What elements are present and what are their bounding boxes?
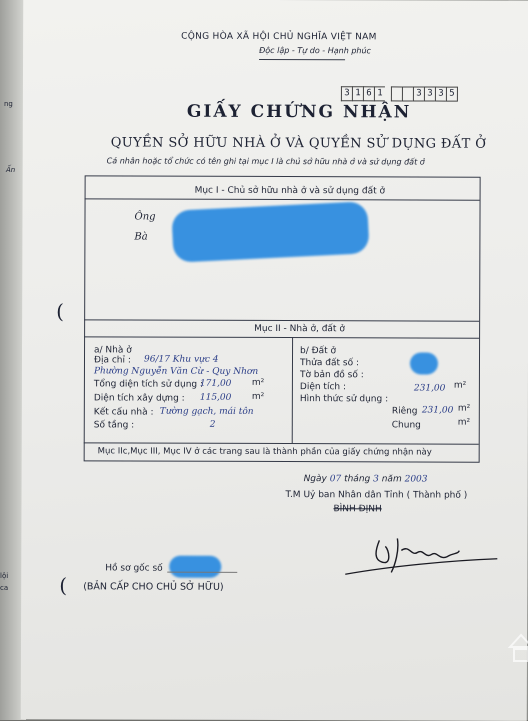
margin-text-2: Ấn: [6, 166, 16, 174]
shared-label: Chung: [391, 420, 421, 431]
footer-note: Mục IIc,Mục III, Mục IV ở các trang sau là thành phần của giấy chứng nhận này: [97, 446, 432, 458]
map-sheet-label: Tờ bản đồ số :: [299, 370, 364, 381]
serial-number-boxes: [341, 86, 458, 101]
total-area-value: 171,00: [199, 378, 232, 389]
province-name: BÌNH ĐỊNH: [333, 504, 382, 515]
day-label: Ngày: [303, 474, 327, 485]
total-area-label: Tổng diện tích sử dụng :: [93, 379, 204, 390]
structure-label: Kết cấu nhà :: [93, 407, 154, 418]
serial-digit: [402, 86, 413, 101]
built-area-value: 115,00: [199, 392, 232, 403]
file-number-label: Hồ sơ gốc số: [105, 563, 163, 574]
intro-note: Cá nhân hoặc tổ chức có tên ghi tại mục I là chủ sở hữu nhà ở và sử dụng đất ở: [106, 156, 425, 167]
month-label: tháng: [344, 474, 371, 485]
year-value: 2003: [404, 474, 428, 485]
issued-to-owner: (BẢN CẤP CHO CHỦ SỞ HỮU): [83, 581, 224, 593]
file-number-redaction: [169, 556, 221, 578]
year-label: năm: [381, 474, 402, 485]
serial-digit: 5: [446, 87, 458, 102]
margin-text-4: ca: [0, 584, 9, 592]
motto-underline: [259, 59, 345, 60]
private-area-unit: m²: [457, 403, 471, 414]
built-area-unit: m²: [251, 391, 265, 402]
margin-text-1: ng: [4, 100, 13, 108]
serial-digit: [391, 86, 402, 101]
serial-digit: 1: [352, 86, 363, 101]
owner-name-redaction: [171, 201, 369, 263]
owner-label-mr: Ông: [134, 211, 156, 223]
serial-digit: 3: [435, 87, 446, 102]
land-area-value: 231,00: [413, 383, 446, 394]
total-area-unit: m²: [251, 377, 265, 388]
punch-hole-mark-2: (: [59, 573, 68, 598]
watermark-logo-icon: [506, 625, 528, 665]
certificate-subtitle: QUYỀN SỞ HỮU NHÀ Ở VÀ QUYỀN SỬ DỤNG ĐẤT Ở: [110, 135, 487, 152]
serial-digit: 3: [413, 86, 424, 101]
serial-digit: 3: [341, 86, 352, 101]
usage-form-label: Hình thức sử dụng :: [299, 394, 389, 405]
address-value-2: Phường Nguyễn Văn Cừ - Quy Nhơn: [93, 366, 259, 377]
serial-digit: 3: [424, 87, 435, 102]
private-area-value: 231,00: [421, 405, 454, 416]
issuing-authority: T.M Uỷ ban Nhân dân Tỉnh ( Thành phố ): [285, 490, 468, 501]
land-area-label: Diện tích :: [299, 382, 347, 393]
address-value-1: 96/17 Khu vực 4: [143, 354, 219, 365]
day-value: 07: [329, 474, 342, 485]
certificate-title: GIẤY CHỨNG NHẬN: [186, 101, 412, 123]
punch-hole-mark: (: [56, 299, 65, 324]
shared-area-unit: m²: [457, 417, 471, 428]
built-area-label: Diện tích xây dựng :: [93, 393, 185, 404]
serial-digit: 1: [374, 86, 385, 101]
structure-value: Tường gạch, mái tôn: [159, 406, 254, 417]
owner-label-mrs: Bà: [134, 231, 148, 243]
land-area-unit: m²: [453, 380, 467, 391]
address-label: Địa chỉ :: [93, 355, 131, 366]
issue-date: [304, 474, 428, 484]
floors-value: 2: [209, 419, 216, 430]
house-heading: a/ Nhà ở: [94, 345, 132, 356]
section-2-heading: Mục II - Nhà ở, đất ở: [254, 323, 345, 335]
serial-digit: 6: [363, 86, 374, 101]
margin-text-3: lội: [0, 572, 9, 580]
floors-label: Số tầng :: [93, 420, 135, 431]
motto: Độc lập - Tự do - Hạnh phúc: [259, 45, 371, 56]
republic-header: CỘNG HÒA XÃ HỘI CHỦ NGHĨA VIỆT NAM: [181, 31, 377, 43]
month-value: 3: [373, 474, 379, 485]
plot-number-redaction: [410, 352, 438, 374]
official-signature: [339, 520, 499, 581]
certificate-page: [21, 0, 528, 721]
land-heading: b/ Đất ở: [300, 346, 337, 357]
private-label: Riêng: [391, 406, 418, 417]
section-1-heading: Mục I - Chủ sở hữu nhà ở và sử dụng đất ở: [194, 185, 386, 197]
plot-number-label: Thửa đất số :: [299, 358, 360, 369]
